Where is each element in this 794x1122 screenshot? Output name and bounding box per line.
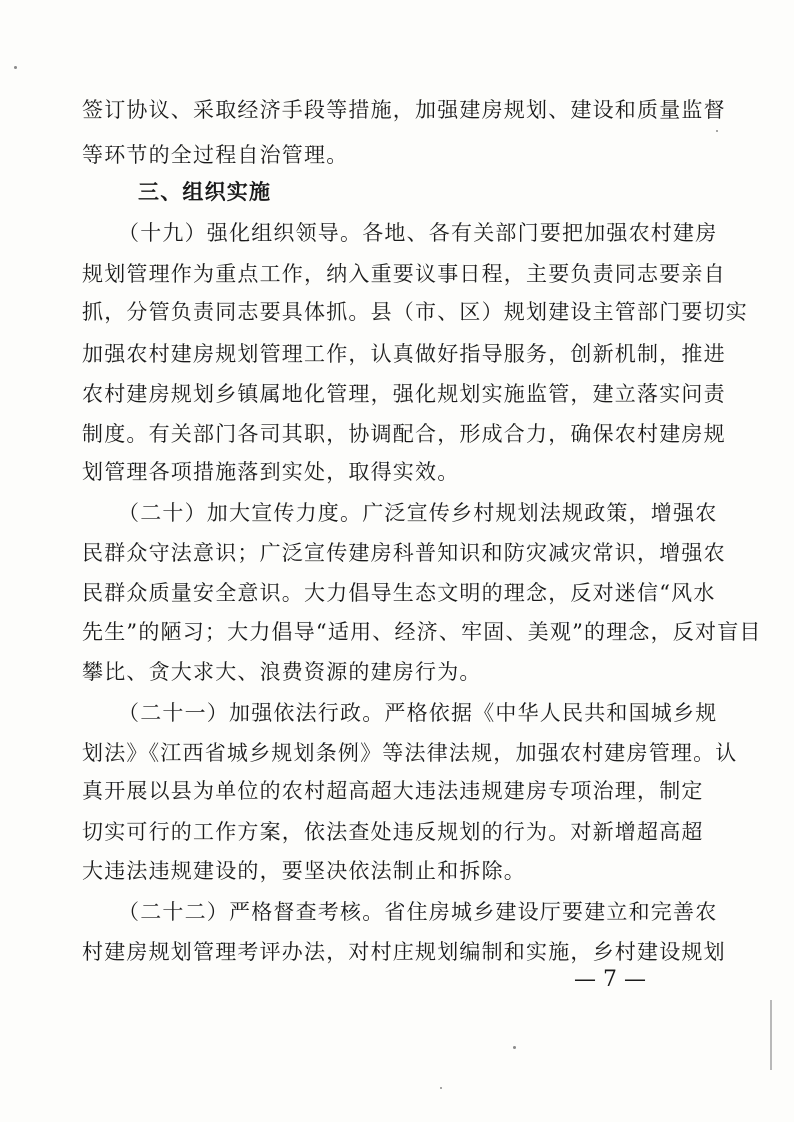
paragraph-20-first: [118, 503, 726, 524]
paragraph-19-first: [118, 223, 726, 244]
paragraph-19-body: [82, 262, 726, 286]
paragraph-22-body: [82, 940, 726, 964]
paragraph-21-first: [118, 703, 726, 724]
text-line: 规划管理作为重点工作，纳入重要议事日程，主要负责同志要亲自: [82, 262, 726, 286]
text-line: 大违法违规建设的，要坚决依法制止和拆除。: [82, 859, 526, 883]
scan-speck: [14, 66, 17, 69]
scan-speck: [716, 130, 718, 132]
paragraph-20-body: [82, 620, 762, 644]
text-line: 加强农村建房规划管理工作，认真做好指导服务，创新机制，推进: [82, 342, 726, 366]
text-line: 划管理各项措施落到实处，取得实效。: [82, 460, 460, 484]
text-line: （二十）加大宣传力度。广泛宣传乡村规划法规政策，增强农: [118, 501, 718, 525]
text-line: 先生”的陋习；大力倡导“适用、经济、牢固、美观”的理念，反对盲目: [82, 620, 762, 644]
paragraph-21-body: [82, 741, 738, 765]
paragraph-continuation-end: [82, 145, 690, 166]
scan-speck: [440, 1087, 442, 1089]
paragraph-19-body: [82, 342, 726, 366]
text-line: 签订协议、采取经济手段等措施，加强建房规划、建设和质量监督: [82, 98, 726, 122]
paragraph-20-body: [82, 581, 716, 605]
text-line: 民群众守法意识；广泛宣传建房科普知识和防灾减灾常识，增强农: [82, 541, 726, 565]
paragraph-21-body: [82, 861, 690, 882]
section-heading: [138, 182, 746, 203]
paragraph-21-body: [82, 779, 704, 803]
text-line: 真开展以县为单位的农村超高超大违法违规建房专项治理，制定: [82, 779, 704, 803]
text-line: 制度。有关部门各司其职，协调配合，形成合力，确保农村建房规: [82, 422, 726, 446]
text-line: （十九）强化组织领导。各地、各有关部门要把加强农村建房: [118, 221, 718, 245]
paragraph-19-body: [82, 300, 748, 324]
section-title: 三、组织实施: [138, 180, 272, 204]
scan-edge-mark: [770, 1000, 772, 1070]
paragraph-continuation: [82, 98, 726, 122]
text-line: 农村建房规划乡镇属地化管理，强化规划实施监管，建立落实问责: [82, 382, 726, 406]
text-line: （二十一）加强依法行政。严格依据《中华人民共和国城乡规: [118, 701, 718, 725]
text-line: 村建房规划管理考评办法，对村庄规划编制和实施，乡村建设规划: [82, 940, 726, 964]
paragraph-19-body: [82, 422, 726, 446]
paragraph-20-body: [82, 662, 690, 683]
text-line: 等环节的全过程自治管理。: [82, 143, 349, 167]
text-line: 切实可行的工作方案，依法查处违反规划的行为。对新增超高超: [82, 820, 704, 844]
paragraph-19-body: [82, 382, 726, 406]
text-line: 攀比、贪大求大、浪费资源的建房行为。: [82, 660, 482, 684]
paragraph-20-body: [82, 541, 726, 565]
paragraph-21-body: [82, 820, 704, 844]
paragraph-22-first: [118, 902, 726, 923]
text-line: 民群众质量安全意识。大力倡导生态文明的理念，反对迷信“风水: [82, 581, 716, 605]
text-line: （二十二）严格督查考核。省住房城乡建设厅要建立和完善农: [118, 900, 718, 924]
paragraph-19-body: [82, 462, 690, 483]
scan-speck: [513, 1046, 516, 1049]
page-number: — 7 —: [574, 967, 646, 992]
text-line: 划法》《江西省城乡规划条例》等法律法规，加强农村建房管理。认: [82, 741, 738, 765]
text-line: 抓，分管负责同志要具体抓。县（市、区）规划建设主管部门要切实: [82, 300, 748, 324]
